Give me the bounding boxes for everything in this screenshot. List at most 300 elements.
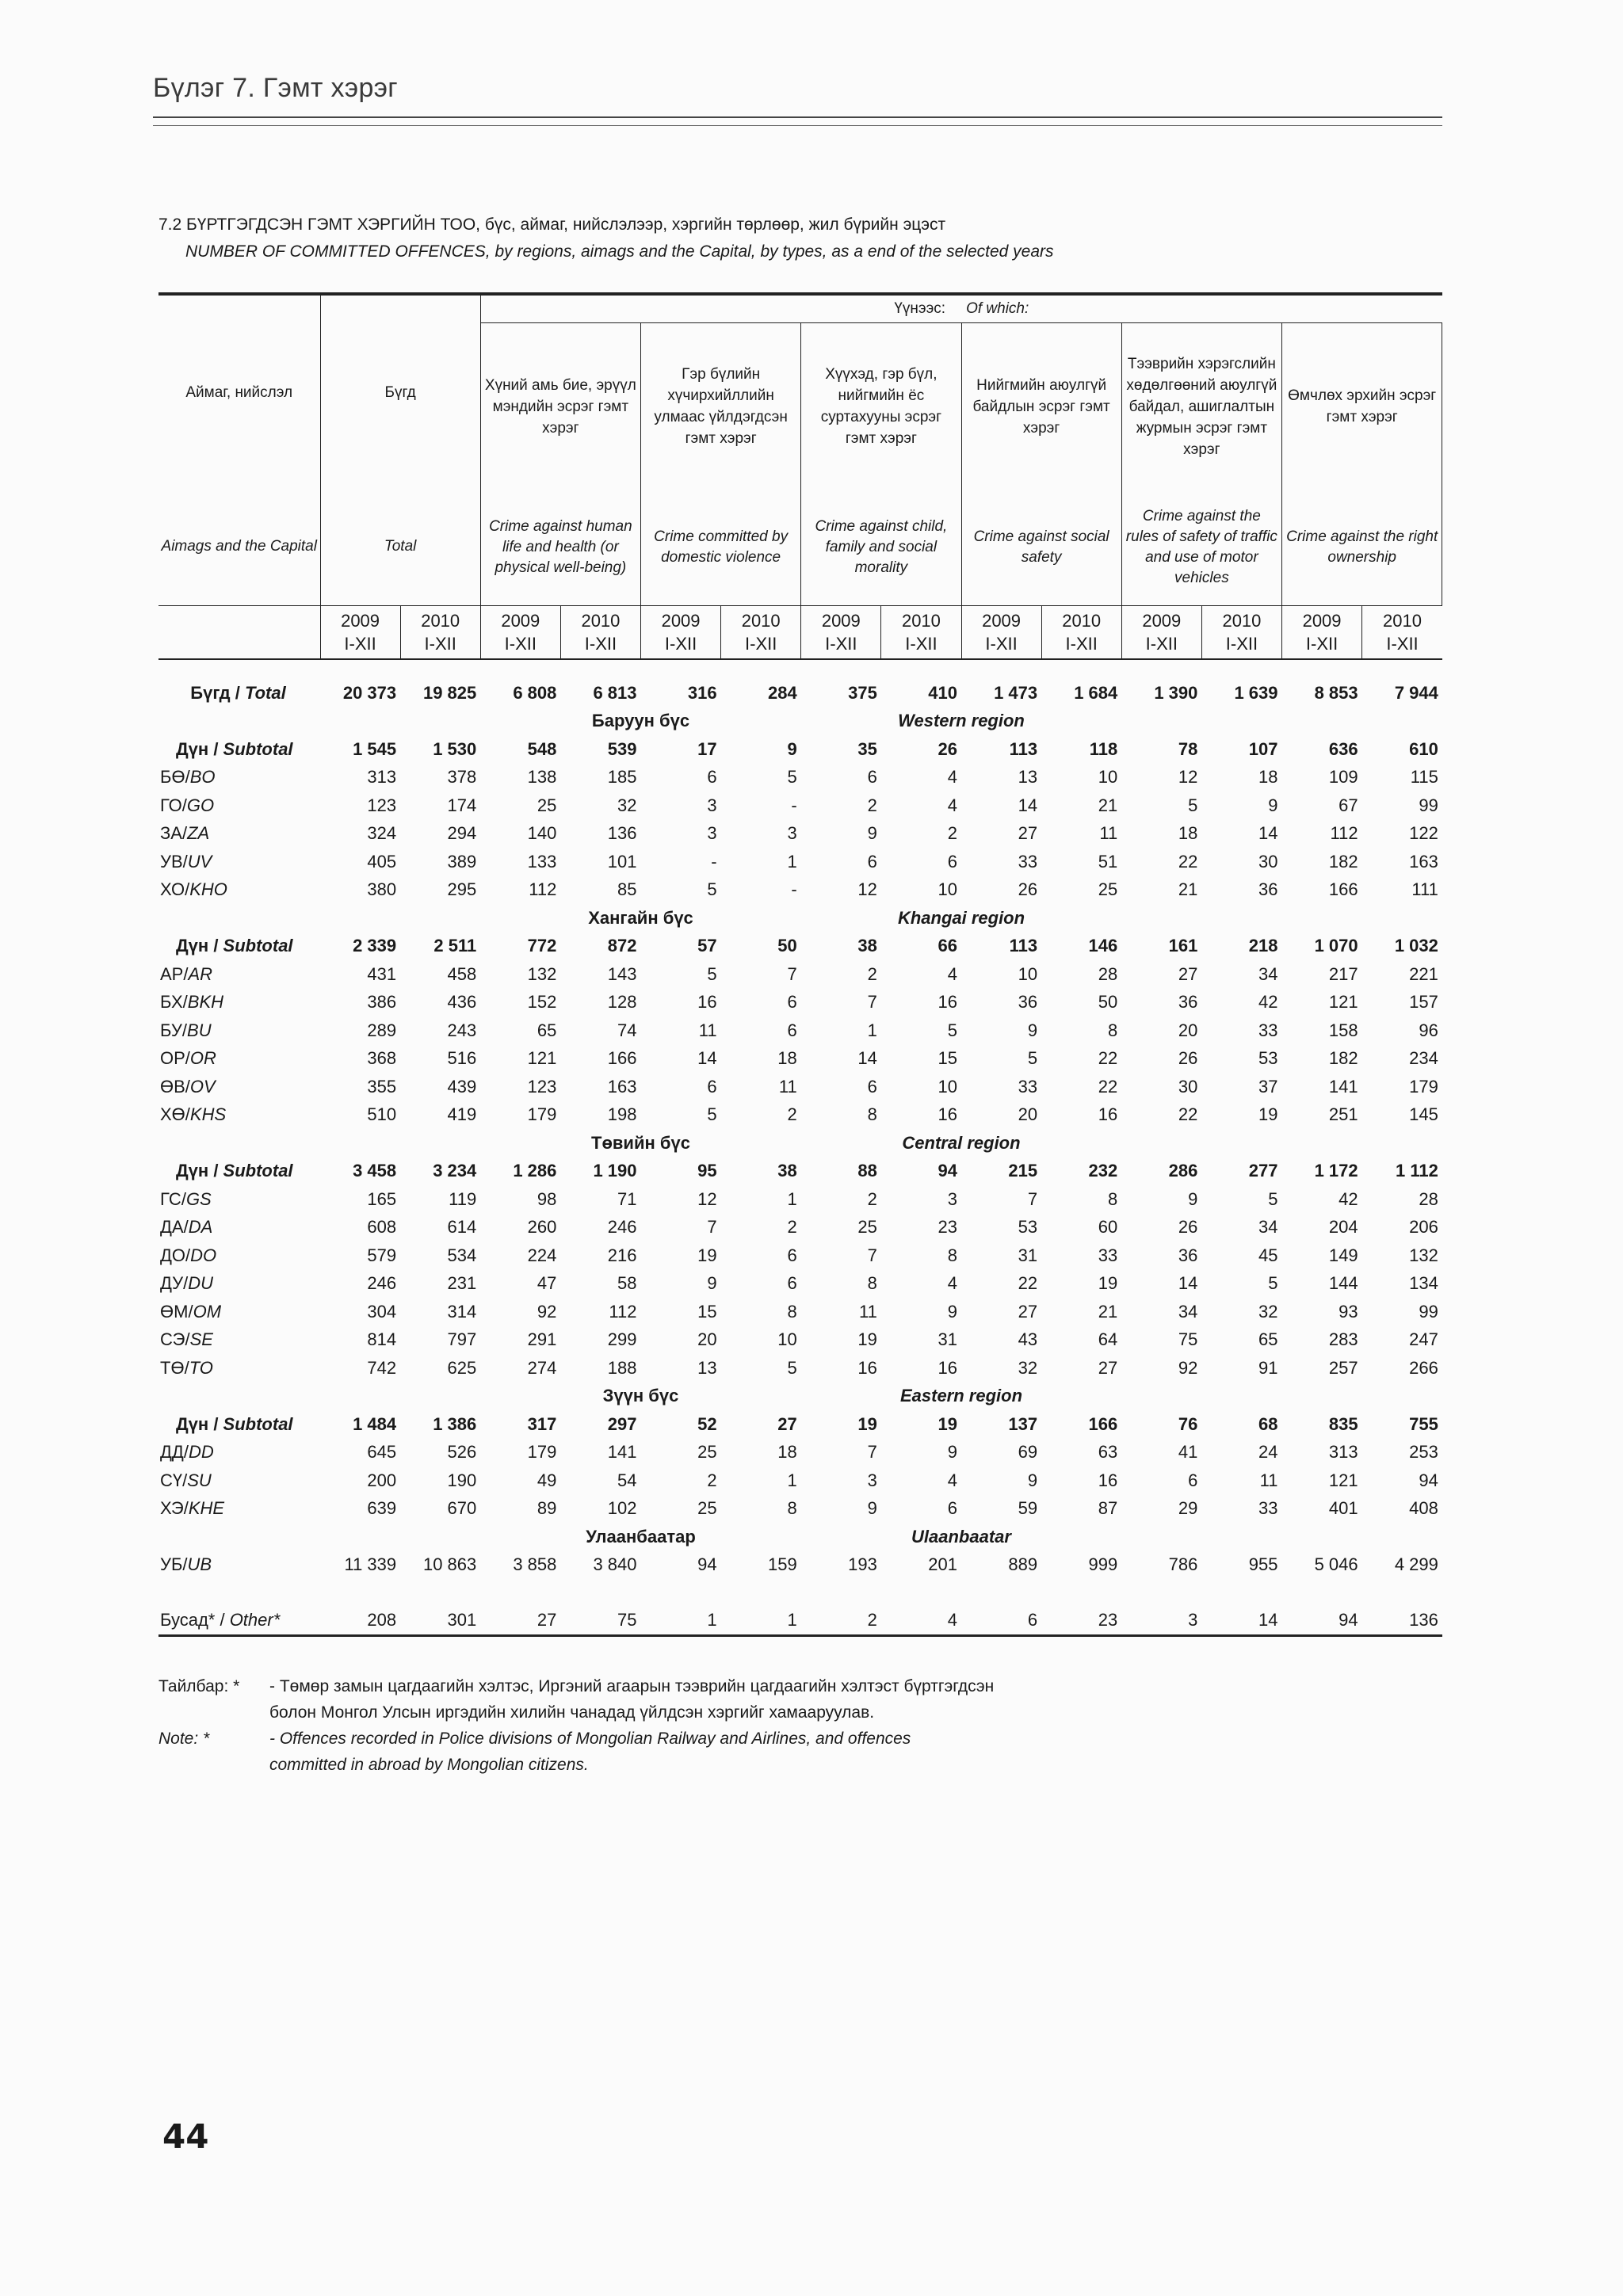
value-cell: 21	[1098, 795, 1118, 815]
value-cell: 579	[367, 1245, 397, 1265]
note-text-mn-2: болон Монгол Улсын иргэдийн хилийн чанадад үйлдсэн хэргийг хамааруулав.	[269, 1703, 875, 1722]
value-cell: 2	[787, 1104, 797, 1125]
value-cell: 179	[1409, 1076, 1438, 1097]
value-cell: 1 639	[1234, 682, 1278, 703]
row-label-en: Other*	[229, 1609, 281, 1630]
value-cell: 65	[537, 1020, 557, 1040]
value-cell: 75	[1178, 1329, 1198, 1350]
spacer-row	[158, 659, 1442, 679]
value-cell: 1 530	[433, 738, 477, 759]
row-label: ДУ/DU	[160, 1273, 214, 1294]
value-cell: 163	[607, 1076, 637, 1097]
label-header	[158, 294, 320, 606]
value-cell: 94	[938, 1161, 957, 1181]
value-cell: 419	[447, 1104, 477, 1125]
value-cell: 284	[768, 682, 797, 703]
value-cell: 15	[938, 1048, 957, 1069]
value-cell: 25	[697, 1442, 717, 1463]
value-cell: 57	[697, 936, 717, 956]
value-cell: 85	[617, 879, 637, 900]
value-cell: 141	[607, 1442, 637, 1463]
value-cell: 608	[367, 1217, 397, 1238]
value-cell: 93	[1338, 1301, 1358, 1322]
row-label-en: OM	[193, 1301, 222, 1322]
value-cell: 5	[707, 1104, 717, 1125]
row-label-en: UB	[187, 1554, 212, 1575]
value-cell: 324	[367, 823, 397, 844]
table-row	[158, 764, 1442, 792]
value-cell: 45	[1258, 1245, 1278, 1265]
value-cell: 65	[1258, 1329, 1278, 1350]
value-cell: 18	[777, 1442, 797, 1463]
value-cell: 3 234	[433, 1161, 477, 1181]
value-cell: 22	[1178, 1104, 1198, 1125]
value-cell: 10	[1098, 767, 1118, 788]
value-cell: 34	[1178, 1301, 1198, 1322]
value-cell: 299	[607, 1329, 637, 1350]
value-cell: 60	[1098, 1217, 1118, 1238]
region-header-row	[158, 904, 1442, 933]
note-text-en-2: committed in abroad by Mongolian citizens.	[269, 1756, 589, 1774]
value-cell: 6	[787, 992, 797, 1013]
row-label-en: BO	[189, 767, 216, 788]
value-cell: 102	[607, 1498, 637, 1519]
value-cell: 1	[721, 1606, 801, 1635]
value-cell: 380	[367, 879, 397, 900]
value-cell: 3 840	[593, 1554, 637, 1575]
value-cell: 113	[1009, 738, 1038, 759]
value-cell: 36	[1178, 992, 1198, 1013]
value-cell: 51	[1098, 851, 1118, 871]
value-cell: 34	[1258, 1217, 1278, 1238]
subtotal-row	[158, 735, 1442, 764]
value-cell: 3	[787, 823, 797, 844]
value-cell: 13	[1018, 767, 1038, 788]
value-cell: 50	[1098, 992, 1118, 1013]
year-label: 2009	[661, 611, 701, 631]
value-cell: 16	[1098, 1104, 1118, 1125]
label-header-en: Aimags and the Capital	[161, 538, 317, 555]
value-cell: 1 386	[433, 1413, 477, 1434]
value-cell: 112	[529, 879, 557, 900]
value-cell: 2	[801, 1606, 881, 1635]
year-label: 2010	[1222, 611, 1262, 631]
of-which-mn: Үүнээс:	[894, 300, 946, 317]
value-cell: 182	[1328, 851, 1358, 871]
region-name-mn: Хангайн бүс	[588, 907, 693, 928]
row-label-mn: ӨМ	[160, 1301, 189, 1322]
value-cell: 14	[1201, 1606, 1281, 1635]
value-cell: 234	[1409, 1048, 1438, 1069]
value-cell: 431	[367, 963, 397, 984]
row-label-mn: ХЭ	[160, 1498, 184, 1519]
value-cell: 301	[400, 1606, 480, 1635]
value-cell: 5	[707, 963, 717, 984]
year-header	[961, 606, 1041, 660]
region-header-spacer	[1121, 1129, 1442, 1158]
value-cell: 7	[1027, 1188, 1038, 1209]
value-cell: 94	[1282, 1606, 1362, 1635]
value-cell: 32	[617, 795, 637, 815]
value-cell: 526	[447, 1442, 477, 1463]
value-cell: 152	[527, 992, 557, 1013]
value-cell: 1 032	[1394, 936, 1438, 956]
value-cell: 112	[609, 1301, 637, 1322]
value-cell: 59	[1018, 1498, 1038, 1519]
row-label: ГС/GS	[160, 1188, 212, 1209]
value-cell: 27	[1178, 963, 1198, 984]
row-label-en: UV	[187, 851, 212, 871]
row-label-mn: ХО	[160, 879, 185, 900]
row-label-mn: ГС	[160, 1188, 181, 1209]
table-row	[158, 1270, 1442, 1299]
region-name-mn: Төвийн бүс	[591, 1132, 690, 1153]
row-label-en: SE	[189, 1329, 213, 1350]
value-cell: 8	[787, 1498, 797, 1519]
value-cell: 161	[1168, 936, 1198, 956]
value-cell: 132	[1409, 1245, 1438, 1265]
value-cell: 20 373	[342, 682, 397, 703]
value-cell: -	[711, 851, 717, 871]
value-cell: 999	[1088, 1554, 1118, 1575]
year-label: 2010	[741, 611, 781, 631]
value-cell: 20	[1018, 1104, 1038, 1125]
value-cell: 3	[707, 795, 717, 815]
row-label-en: KHS	[189, 1104, 227, 1125]
note-text-en-1: - Offences recorded in Police divisions of Mongolian Railway and Airlines, and offences	[269, 1730, 911, 1748]
of-which-header	[480, 294, 1442, 323]
value-cell: 283	[1328, 1329, 1358, 1350]
value-cell: 670	[447, 1498, 477, 1519]
year-header	[1282, 606, 1362, 660]
period-label: I-XII	[344, 634, 376, 654]
year-header	[1121, 606, 1201, 660]
row-label: Дүн / Subtotal	[176, 1413, 293, 1434]
value-cell: 208	[320, 1606, 400, 1635]
value-cell: 1 112	[1396, 1161, 1438, 1181]
period-label: I-XII	[1145, 634, 1178, 654]
row-label-en: Subtotal	[223, 1161, 293, 1181]
row-label: Бүгд / Total	[190, 682, 286, 703]
value-cell: 71	[617, 1188, 637, 1209]
region-header-spacer	[158, 1383, 480, 1411]
note-text-mn-1: - Төмөр замын цагдаагийн хэлтэс, Иргэний агаарын тээврийн цагдаагийн хэлтэст бүртгэгдсэн	[269, 1677, 995, 1695]
value-cell: 286	[1168, 1161, 1198, 1181]
value-cell: 6	[867, 1076, 877, 1097]
value-cell: 6 813	[593, 682, 637, 703]
table-row	[158, 989, 1442, 1017]
value-cell: 1	[867, 1020, 877, 1040]
category-header-en: Crime against social safety	[961, 490, 1121, 606]
note-label-mn: Тайлбар: *	[158, 1677, 240, 1695]
value-cell: 405	[367, 851, 397, 871]
value-cell: 35	[857, 738, 877, 759]
value-cell: 6	[707, 1076, 717, 1097]
row-label-mn: АР	[160, 963, 184, 984]
category-header-mn: Тээврийн хэрэгслийн хөдөлгөөний аюулгүй байдал, ашиглалтын журмын эсрэг гэмт хэрэг	[1121, 323, 1281, 490]
value-cell: 1 473	[994, 682, 1038, 703]
value-cell: 2	[867, 963, 877, 984]
value-cell: 3 858	[513, 1554, 557, 1575]
row-label: Дүн / Subtotal	[176, 1161, 293, 1181]
value-cell: 10	[938, 879, 957, 900]
period-label: I-XII	[584, 634, 617, 654]
value-cell: 32	[1018, 1357, 1038, 1378]
value-cell: 25	[697, 1498, 717, 1519]
value-cell: 22	[1098, 1048, 1118, 1069]
row-label: БХ/BKH	[160, 992, 224, 1013]
region-header-spacer	[158, 1129, 480, 1158]
value-cell: 410	[928, 682, 957, 703]
value-cell: 43	[1018, 1329, 1038, 1350]
value-cell: 7	[867, 1245, 877, 1265]
value-cell: 2	[867, 1188, 877, 1209]
year-header	[1362, 606, 1442, 660]
value-cell: 16	[697, 992, 717, 1013]
value-cell: 368	[367, 1048, 397, 1069]
value-cell: 4	[947, 963, 957, 984]
value-cell: 23	[938, 1217, 957, 1238]
row-label: ХО/KHO	[160, 879, 227, 900]
row-label: ТӨ/TO	[160, 1357, 213, 1378]
value-cell: 144	[1328, 1273, 1358, 1294]
region-header-spacer	[158, 904, 480, 933]
region-header-spacer	[158, 707, 480, 736]
table-notes	[158, 1673, 994, 1778]
subtotal-row	[158, 1410, 1442, 1439]
value-cell: 2	[707, 1470, 717, 1490]
value-cell: 204	[1328, 1217, 1358, 1238]
year-label: 2009	[982, 611, 1022, 631]
row-label-mn: ДО	[160, 1245, 186, 1265]
value-cell: 18	[777, 1048, 797, 1069]
category-header-mn: Хүүхэд, гэр бүл, нийгмийн ёс суртахууны эсрэг гэмт хэрэг	[801, 323, 961, 490]
value-cell: 89	[537, 1498, 557, 1519]
table-row	[158, 1466, 1442, 1495]
table-row	[158, 791, 1442, 820]
value-cell: 88	[857, 1161, 877, 1181]
year-header	[721, 606, 801, 660]
year-header	[1201, 606, 1281, 660]
value-cell: 291	[527, 1329, 557, 1350]
value-cell: 6	[947, 851, 957, 871]
table-row	[158, 1241, 1442, 1270]
table-row	[158, 1185, 1442, 1214]
value-cell: 119	[449, 1188, 477, 1209]
value-cell: 6	[787, 1273, 797, 1294]
value-cell: 27	[777, 1413, 797, 1434]
row-label-en: BU	[187, 1020, 212, 1040]
table-row	[158, 1495, 1442, 1524]
value-cell: 67	[1338, 795, 1358, 815]
value-cell: 20	[1178, 1020, 1198, 1040]
value-cell: 19	[1258, 1104, 1278, 1125]
value-cell: 1 684	[1074, 682, 1118, 703]
value-cell: 14	[857, 1048, 877, 1069]
table-row	[158, 876, 1442, 905]
value-cell: 29	[1178, 1498, 1198, 1519]
value-cell: 217	[1328, 963, 1358, 984]
year-label: 2009	[341, 611, 380, 631]
region-name-en: Khangai region	[897, 907, 1025, 928]
value-cell: 610	[1409, 738, 1438, 759]
category-header-en: Crime against the rules of safety of traffic and use of motor vehicles	[1121, 490, 1281, 606]
value-cell: 6	[787, 1020, 797, 1040]
value-cell: 14	[1258, 823, 1278, 844]
row-label-en: Subtotal	[223, 936, 293, 956]
value-cell: 11	[778, 1076, 797, 1097]
total-header-mn: Бүгд	[384, 383, 416, 401]
year-label: 2009	[501, 611, 540, 631]
value-cell: 2	[787, 1217, 797, 1238]
value-cell: 297	[607, 1413, 637, 1434]
region-header-row	[158, 1383, 1442, 1411]
value-cell: 49	[537, 1470, 557, 1490]
value-cell: 5	[787, 1357, 797, 1378]
value-cell: 266	[1409, 1357, 1438, 1378]
period-label: I-XII	[1065, 634, 1098, 654]
row-label-mn: Дүн	[176, 1413, 209, 1434]
value-cell: 18	[1258, 767, 1278, 788]
value-cell: 52	[697, 1413, 717, 1434]
row-label-en: DO	[190, 1245, 217, 1265]
row-label-en: TO	[189, 1357, 213, 1378]
value-cell: 14	[1018, 795, 1038, 815]
value-cell: 136	[1362, 1606, 1442, 1635]
value-cell: 137	[1008, 1413, 1038, 1434]
value-cell: 6	[961, 1606, 1041, 1635]
row-label: СҮ/SU	[160, 1470, 212, 1490]
statistics-table-container	[158, 292, 1442, 1637]
value-cell: 14	[697, 1048, 717, 1069]
value-cell: 111	[1411, 879, 1438, 900]
category-header-en: Crime against the right ownership	[1282, 490, 1442, 606]
value-cell: 94	[697, 1554, 717, 1575]
value-cell: 26	[1178, 1048, 1198, 1069]
value-cell: 101	[607, 851, 637, 871]
value-cell: 15	[697, 1301, 717, 1322]
value-cell: 14	[1178, 1273, 1198, 1294]
value-cell: 200	[367, 1470, 397, 1490]
region-name-mn: Зүүн бүс	[602, 1386, 679, 1406]
value-cell: 11 339	[344, 1554, 397, 1575]
row-label: Бусад* / Other*	[158, 1606, 320, 1635]
value-cell: 63	[1098, 1442, 1118, 1463]
value-cell: 26	[938, 738, 957, 759]
value-cell: 6	[787, 1245, 797, 1265]
value-cell: 814	[367, 1329, 397, 1350]
value-cell: 216	[607, 1245, 637, 1265]
value-cell: 121	[527, 1048, 557, 1069]
value-cell: 27	[480, 1606, 560, 1635]
row-label-mn: БХ	[160, 992, 183, 1013]
value-cell: 32	[1258, 1301, 1278, 1322]
value-cell: 19	[697, 1245, 717, 1265]
value-cell: 9	[867, 1498, 877, 1519]
value-cell: 28	[1419, 1188, 1438, 1209]
value-cell: 6	[707, 767, 717, 788]
value-cell: 6 808	[513, 682, 557, 703]
value-cell: 1	[787, 1470, 797, 1490]
category-header-mn: Гэр бүлийн хүчирхийллийн улмаас үйлдэгдсэн гэмт хэрэг	[641, 323, 801, 490]
value-cell: 22	[1018, 1273, 1038, 1294]
value-cell: 31	[1018, 1245, 1038, 1265]
value-cell: 4	[947, 767, 957, 788]
page-number: 44	[162, 2117, 209, 2156]
value-cell: 313	[367, 767, 397, 788]
row-label-en: DA	[188, 1217, 213, 1238]
category-header-mn: Хүний амь бие, эрүүл мэндийн эсрэг гэмт хэрэг	[480, 323, 640, 490]
category-header-en: Crime committed by domestic violence	[641, 490, 801, 606]
value-cell: 955	[1248, 1554, 1278, 1575]
value-cell: 33	[1018, 851, 1038, 871]
value-cell: 9	[1027, 1470, 1038, 1490]
value-cell: 27	[1018, 823, 1038, 844]
value-cell: 221	[1409, 963, 1438, 984]
period-label: I-XII	[1386, 634, 1419, 654]
value-cell: 257	[1328, 1357, 1358, 1378]
row-label-en: DD	[188, 1442, 214, 1463]
value-cell: 2	[867, 795, 877, 815]
row-label-mn: СЭ	[160, 1329, 185, 1350]
value-cell: 19	[857, 1329, 877, 1350]
value-cell: 889	[1008, 1554, 1038, 1575]
value-cell: 8	[947, 1245, 957, 1265]
value-cell: 2 339	[353, 936, 397, 956]
year-header	[641, 606, 721, 660]
region-header-row	[158, 707, 1442, 736]
value-cell: 6	[1188, 1470, 1198, 1490]
value-cell: 53	[1258, 1048, 1278, 1069]
row-label: ГО/GO	[160, 795, 215, 815]
value-cell: 1	[787, 851, 797, 871]
value-cell: 12	[697, 1188, 717, 1209]
row-label: ДД/DD	[160, 1442, 214, 1463]
row-label: УБ/UB	[160, 1554, 212, 1575]
region-name-mn: Баруун бүс	[591, 711, 690, 731]
row-label-mn: Бүгд	[190, 682, 231, 703]
value-cell: 99	[1419, 795, 1438, 815]
period-label: I-XII	[905, 634, 938, 654]
value-cell: 26	[1018, 879, 1038, 900]
total-header	[320, 294, 480, 606]
value-cell: 166	[1088, 1413, 1118, 1434]
value-cell: 115	[1410, 767, 1438, 788]
value-cell: 314	[447, 1301, 477, 1322]
value-cell: 1 070	[1314, 936, 1358, 956]
value-cell: 294	[447, 823, 477, 844]
value-cell: 50	[777, 936, 797, 956]
value-cell: 260	[527, 1217, 557, 1238]
row-label: Дүн / Subtotal	[176, 936, 293, 956]
row-label: БӨ/BO	[160, 767, 216, 788]
value-cell: 2 511	[433, 936, 477, 956]
value-cell: 24	[1258, 1442, 1278, 1463]
year-header	[320, 606, 400, 660]
value-cell: 26	[1178, 1217, 1198, 1238]
value-cell: 636	[1328, 738, 1358, 759]
value-cell: 295	[447, 879, 477, 900]
value-cell: 36	[1018, 992, 1038, 1013]
row-label-mn: СҮ	[160, 1470, 183, 1490]
value-cell: 3	[1121, 1606, 1201, 1635]
year-header	[801, 606, 881, 660]
value-cell: 185	[607, 767, 637, 788]
value-cell: 7	[707, 1217, 717, 1238]
value-cell: 145	[1409, 1104, 1438, 1125]
row-label: ДО/DO	[160, 1245, 217, 1265]
row-label-mn: УВ	[160, 851, 183, 871]
